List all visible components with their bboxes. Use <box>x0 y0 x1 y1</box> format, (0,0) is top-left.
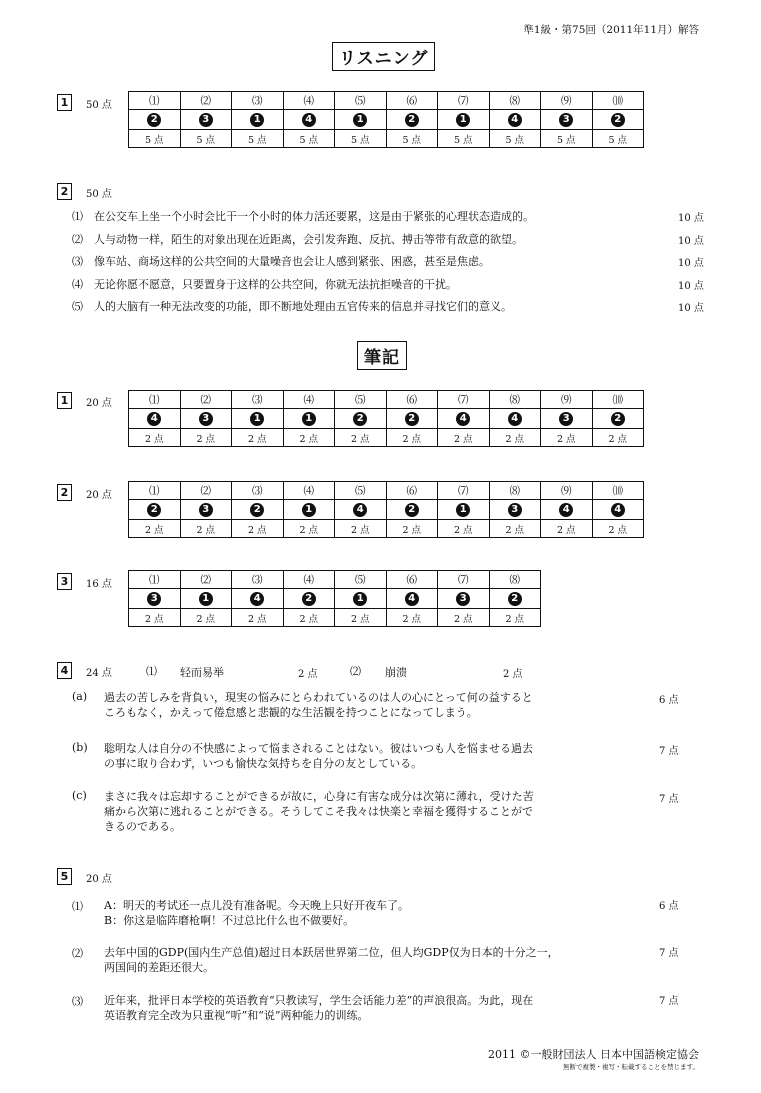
column-label: ⑵ <box>180 391 232 409</box>
column-label: ⑻ <box>489 482 541 500</box>
circled-number-icon: 2 <box>250 503 264 517</box>
circled-number-icon: 2 <box>611 412 625 426</box>
circled-number-icon: 4 <box>405 592 419 606</box>
circled-number-icon: 2 <box>302 592 316 606</box>
score-cell: 2 点 <box>129 520 181 538</box>
answer-cell <box>129 500 181 520</box>
score-cell: 2 点 <box>129 609 181 627</box>
circled-number-icon: 2 <box>508 592 522 606</box>
q4-item-a-score: 6 点 <box>659 695 679 706</box>
answer-cell <box>541 110 593 130</box>
circled-number-icon: 2 <box>147 113 161 127</box>
answer-cell <box>438 500 490 520</box>
written-title: 筆記 <box>357 341 407 370</box>
score-cell: 2 点 <box>592 520 644 538</box>
written-q2-table <box>128 481 644 538</box>
written-q4-number: 4 <box>57 662 72 679</box>
score-cell: 5 点 <box>592 130 644 148</box>
written-q2-number: 2 <box>57 484 72 501</box>
score-cell: 2 点 <box>489 520 541 538</box>
column-label: ⑶ <box>232 482 284 500</box>
answer-cell <box>592 409 644 429</box>
item-score: 10 点 <box>678 258 704 269</box>
circled-number-icon: 3 <box>199 412 213 426</box>
column-label: ⑷ <box>283 571 335 589</box>
answer-cell <box>129 409 181 429</box>
score-cell: 2 点 <box>180 429 232 447</box>
item-score: 10 点 <box>678 213 704 224</box>
column-label: ⑼ <box>541 391 593 409</box>
circled-number-icon: 4 <box>456 412 470 426</box>
written-q3-table <box>128 570 541 627</box>
answer-cell <box>541 409 593 429</box>
column-label: ⑴ <box>129 571 181 589</box>
answer-cell <box>129 589 181 609</box>
answer-cell <box>489 589 541 609</box>
answer-cell <box>489 500 541 520</box>
item-score: 10 点 <box>678 303 704 314</box>
column-label: ⑽ <box>592 482 644 500</box>
q5-item-1-score: 6 点 <box>659 901 679 912</box>
circled-number-icon: 3 <box>559 113 573 127</box>
answer-cell <box>386 589 438 609</box>
written-q1-table <box>128 390 644 447</box>
circled-number-icon: 4 <box>559 503 573 517</box>
column-label: ⑻ <box>489 391 541 409</box>
written-q3-points: 16 点 <box>86 579 112 590</box>
answer-cell <box>129 110 181 130</box>
listening-q2-points: 50 点 <box>86 189 112 200</box>
circled-number-icon: 3 <box>559 412 573 426</box>
answer-cell <box>438 110 490 130</box>
q4-sub1-score: 2 点 <box>298 669 318 680</box>
column-label: ⑴ <box>129 482 181 500</box>
q4-item-a-label: (a) <box>72 690 88 703</box>
answer-cell <box>438 589 490 609</box>
score-cell: 2 点 <box>232 429 284 447</box>
column-label: ⑷ <box>283 391 335 409</box>
circled-number-icon: 3 <box>199 113 213 127</box>
answer-cell <box>438 409 490 429</box>
column-label: ⑼ <box>541 92 593 110</box>
score-cell: 2 点 <box>438 609 490 627</box>
circled-number-icon: 1 <box>199 592 213 606</box>
answer-cell <box>232 589 284 609</box>
copyright: 2011 ©一般財団法人 日本中国語検定協会 <box>488 1048 699 1061</box>
score-cell: 2 点 <box>438 429 490 447</box>
score-cell: 5 点 <box>335 130 387 148</box>
written-q1-number: 1 <box>57 392 72 409</box>
q4-item-c-label: (c) <box>72 789 87 802</box>
score-cell: 2 点 <box>180 520 232 538</box>
circled-number-icon: 2 <box>147 503 161 517</box>
score-cell: 5 点 <box>129 130 181 148</box>
list-item: ⑶ 像车站、商场这样的公共空间的大量噪音也会让人感到紧张、困惑，甚至是焦虑。 <box>72 255 490 268</box>
column-label: ⑸ <box>335 92 387 110</box>
list-item: ⑴ 在公交车上坐一个小时会比干一个小时的体力活还要累，这是由于紧张的心理状态造成的。 <box>72 210 534 223</box>
answer-cell <box>180 110 232 130</box>
q5-item-3-text: 近年来，批评日本学校的英语教育“只教读写，学生会话能力差”的声浪很高。为此，现在 英语教育完全改为只重视“听”和“说”两种能力的训练。 <box>104 994 534 1022</box>
score-cell: 2 点 <box>489 609 541 627</box>
written-q1-points: 20 点 <box>86 398 112 409</box>
answer-cell <box>335 409 387 429</box>
answer-cell <box>283 409 335 429</box>
column-label: ⑽ <box>592 92 644 110</box>
q5-item-2-text: 去年中国的GDP(国内生产总值)超过日本跃居世界第二位，但人均GDP仅为日本的十分之一， 两国间的差距还很大。 <box>104 946 559 974</box>
circled-number-icon: 4 <box>611 503 625 517</box>
column-label: ⑵ <box>180 482 232 500</box>
column-label: ⑽ <box>592 391 644 409</box>
answer-cell <box>592 500 644 520</box>
circled-number-icon: 1 <box>302 503 316 517</box>
score-cell: 2 点 <box>489 429 541 447</box>
item-score: 10 点 <box>678 236 704 247</box>
column-label: ⑻ <box>489 92 541 110</box>
answer-cell <box>335 589 387 609</box>
score-cell: 2 点 <box>180 609 232 627</box>
written-q3-number: 3 <box>57 573 72 590</box>
answer-cell <box>283 110 335 130</box>
score-cell: 2 点 <box>335 609 387 627</box>
answer-cell <box>232 500 284 520</box>
q5-item-1-label: ⑴ <box>72 900 83 913</box>
column-label: ⑵ <box>180 571 232 589</box>
page-header: 準1級・第75回（2011年11月）解答 <box>523 24 699 36</box>
circled-number-icon: 4 <box>353 503 367 517</box>
score-cell: 2 点 <box>283 520 335 538</box>
q5-item-2-score: 7 点 <box>659 948 679 959</box>
column-label: ⑷ <box>283 92 335 110</box>
score-cell: 2 点 <box>386 609 438 627</box>
circled-number-icon: 3 <box>456 592 470 606</box>
q4-sub2-answer: 崩溃 <box>385 666 407 679</box>
score-cell: 2 点 <box>335 520 387 538</box>
column-label: ⑹ <box>386 482 438 500</box>
circled-number-icon: 1 <box>250 113 264 127</box>
answer-cell <box>386 500 438 520</box>
score-cell: 2 点 <box>541 429 593 447</box>
score-cell: 5 点 <box>438 130 490 148</box>
circled-number-icon: 4 <box>147 412 161 426</box>
answer-cell <box>541 500 593 520</box>
circled-number-icon: 2 <box>405 113 419 127</box>
circled-number-icon: 2 <box>405 412 419 426</box>
score-cell: 2 点 <box>232 609 284 627</box>
column-label: ⑴ <box>129 391 181 409</box>
column-label: ⑸ <box>335 571 387 589</box>
score-cell: 2 点 <box>129 429 181 447</box>
circled-number-icon: 4 <box>508 113 522 127</box>
column-label: ⑸ <box>335 482 387 500</box>
circled-number-icon: 1 <box>353 592 367 606</box>
column-label: ⑹ <box>386 92 438 110</box>
column-label: ⑺ <box>438 92 490 110</box>
score-cell: 5 点 <box>386 130 438 148</box>
q4-item-a-text: 過去の苦しみを背負い，現実の悩みにとらわれているのは人の心にとって何の益すると ころもなく，かえって倦怠感と悲観的な生活観を持つことになってしまう。 <box>104 691 533 719</box>
score-cell: 5 点 <box>180 130 232 148</box>
q5-item-3-score: 7 点 <box>659 996 679 1007</box>
column-label: ⑵ <box>180 92 232 110</box>
circled-number-icon: 1 <box>353 113 367 127</box>
answer-cell <box>180 500 232 520</box>
score-cell: 2 点 <box>386 520 438 538</box>
q5-item-2-label: ⑵ <box>72 947 83 960</box>
score-cell: 5 点 <box>489 130 541 148</box>
q4-item-b-text: 聡明な人は自分の不快感によって悩まされることはない。彼はいつも人を悩ませる過去 の事に取り合わず，いつも愉快な気持ちを自分の友としている。 <box>104 742 533 770</box>
answer-cell <box>283 589 335 609</box>
column-label: ⑸ <box>335 391 387 409</box>
answer-cell <box>489 409 541 429</box>
written-q2-points: 20 点 <box>86 490 112 501</box>
answer-cell <box>232 409 284 429</box>
column-label: ⑺ <box>438 571 490 589</box>
score-cell: 2 点 <box>232 520 284 538</box>
answer-cell <box>592 110 644 130</box>
column-label: ⑺ <box>438 482 490 500</box>
answer-cell <box>386 409 438 429</box>
score-cell: 2 点 <box>283 429 335 447</box>
column-label: ⑻ <box>489 571 541 589</box>
answer-cell <box>335 500 387 520</box>
score-cell: 5 点 <box>541 130 593 148</box>
q4-item-b-score: 7 点 <box>659 746 679 757</box>
answer-cell <box>180 409 232 429</box>
circled-number-icon: 3 <box>199 503 213 517</box>
answer-cell <box>180 589 232 609</box>
column-label: ⑶ <box>232 92 284 110</box>
listening-q1-points: 50 点 <box>86 100 112 111</box>
score-cell: 2 点 <box>592 429 644 447</box>
written-q5-points: 20 点 <box>86 874 112 885</box>
score-cell: 2 点 <box>541 520 593 538</box>
written-q5-number: 5 <box>57 868 72 885</box>
circled-number-icon: 3 <box>147 592 161 606</box>
copyright-note: 無断で複製・複写・転載することを禁じます。 <box>563 1063 699 1071</box>
answer-cell <box>283 500 335 520</box>
column-label: ⑹ <box>386 391 438 409</box>
q4-sub2-number: ⑵ <box>350 665 361 678</box>
column-label: ⑹ <box>386 571 438 589</box>
written-q4-points: 24 点 <box>86 668 112 679</box>
circled-number-icon: 4 <box>508 412 522 426</box>
column-label: ⑼ <box>541 482 593 500</box>
circled-number-icon: 1 <box>456 113 470 127</box>
column-label: ⑺ <box>438 391 490 409</box>
answer-cell <box>232 110 284 130</box>
score-cell: 5 点 <box>232 130 284 148</box>
score-cell: 2 点 <box>438 520 490 538</box>
q4-item-c-score: 7 点 <box>659 794 679 805</box>
column-label: ⑶ <box>232 571 284 589</box>
score-cell: 2 点 <box>283 609 335 627</box>
column-label: ⑶ <box>232 391 284 409</box>
circled-number-icon: 2 <box>353 412 367 426</box>
q5-item-1-text: A：明天的考试还一点儿没有准备呢。今天晚上只好开夜车了。 B：你这是临阵磨枪啊！不过总比什么也不做要好。 <box>104 899 409 927</box>
list-item: ⑵ 人与动物一样，陌生的对象出现在近距离，会引发奔跑、反抗、搏击等带有敌意的欲望。 <box>72 233 523 246</box>
circled-number-icon: 3 <box>508 503 522 517</box>
answer-cell <box>489 110 541 130</box>
list-item: ⑷ 无论你愿不愿意，只要置身于这样的公共空间，你就无法抗拒噪音的干扰。 <box>72 278 457 291</box>
score-cell: 2 点 <box>386 429 438 447</box>
listening-q1-table <box>128 91 644 148</box>
list-item: ⑸ 人的大脑有一种无法改变的功能，即不断地处理由五官传来的信息并寻找它们的意义。 <box>72 300 512 313</box>
q4-sub2-score: 2 点 <box>503 669 523 680</box>
circled-number-icon: 4 <box>250 592 264 606</box>
q5-item-3-label: ⑶ <box>72 995 83 1008</box>
circled-number-icon: 1 <box>456 503 470 517</box>
circled-number-icon: 1 <box>250 412 264 426</box>
circled-number-icon: 4 <box>302 113 316 127</box>
answer-cell <box>386 110 438 130</box>
circled-number-icon: 2 <box>405 503 419 517</box>
answer-cell <box>335 110 387 130</box>
q4-sub1-number: ⑴ <box>146 665 157 678</box>
q4-sub1-answer: 轻而易举 <box>180 666 224 679</box>
circled-number-icon: 2 <box>611 113 625 127</box>
item-score: 10 点 <box>678 281 704 292</box>
q4-item-c-text: まさに我々は忘却することができるが故に，心身に有害な成分は次第に薄れ，受けた苦 痛から次第に逃れることができる。そうしてこそ我々は快楽と幸福を獲得することがで きるのである。 <box>104 790 534 833</box>
listening-title: リスニング <box>332 42 435 71</box>
column-label: ⑷ <box>283 482 335 500</box>
score-cell: 2 点 <box>335 429 387 447</box>
score-cell: 5 点 <box>283 130 335 148</box>
circled-number-icon: 1 <box>302 412 316 426</box>
q4-item-b-label: (b) <box>72 741 88 754</box>
listening-q1-number: 1 <box>57 94 72 111</box>
column-label: ⑴ <box>129 92 181 110</box>
listening-q2-number: 2 <box>57 183 72 200</box>
